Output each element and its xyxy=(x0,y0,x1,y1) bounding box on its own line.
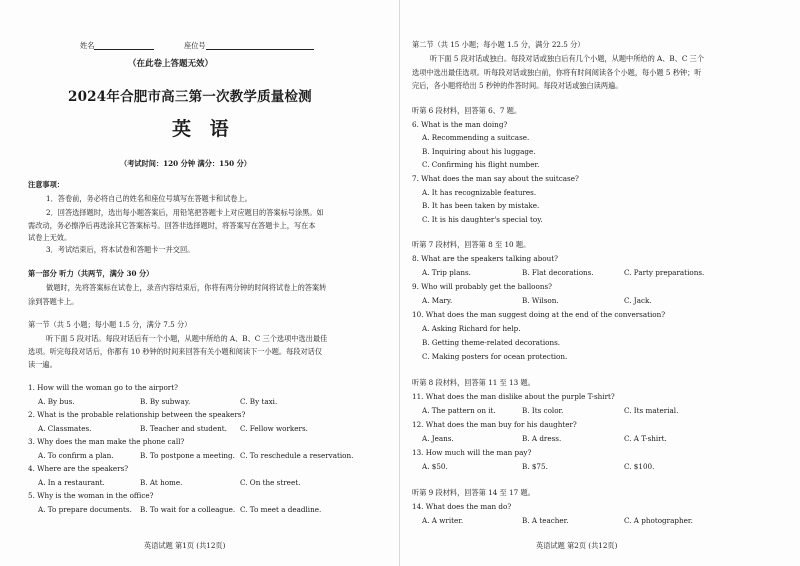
question-stem: 4. Where are the speakers? xyxy=(28,464,129,473)
notes-title: 注意事项： xyxy=(28,180,64,189)
option-b: B. $75. xyxy=(522,462,548,471)
seat-field xyxy=(184,40,314,50)
question-stem: 13. How much will the man pay? xyxy=(412,448,532,457)
question-stem: 8. What are the speakers talking about? xyxy=(412,254,559,263)
option-c: C. Making posters for ocean protection. xyxy=(422,352,568,361)
page-2 xyxy=(410,0,782,566)
question-stem: 3. Why does the man make the phone call? xyxy=(28,437,185,446)
section1-title: 第一节（共 5 小题；每小题 1.5 分，满分 7.5 分） xyxy=(28,320,192,329)
name-label: 姓名 xyxy=(80,41,95,50)
option-c: C. To meet a deadline. xyxy=(240,505,322,514)
option-c: C. $100. xyxy=(624,462,655,471)
option-a: A. The pattern on it. xyxy=(422,406,496,415)
section1-intro-line: 选项。听完每段对话后，你都有 10 秒钟的时间来回答有关小题和阅读下一小题。每段对话仅 xyxy=(28,347,323,356)
option-a: A. Trip plans. xyxy=(422,268,471,277)
option-a: A. To confirm a plan. xyxy=(38,451,114,460)
note-line: 3．考试结束后，将本试卷和答题卡一并交回。 xyxy=(46,245,195,254)
option-c: C. Jack. xyxy=(624,296,652,305)
time-score: （考试时间：120 分钟 满分：150 分） xyxy=(120,159,251,168)
part1-intro-line: 涂到答题卡上。 xyxy=(28,297,79,306)
section2-intro-line: 听下面 5 段对话或独白。每段对话或独白后有几个小题，从题中所给的 A、B、C 三个 xyxy=(430,54,705,63)
option-b: B. Teacher and student. xyxy=(140,424,227,433)
note-line: 需改动，务必擦净后再选涂其它答案标号。回答非选择题时，将答案写在答题卡上，写在本 xyxy=(28,221,316,230)
option-a: A. Mary. xyxy=(422,296,453,305)
question-stem: 5. Why is the woman in the office? xyxy=(28,491,154,500)
option-c: C. To reschedule a reservation. xyxy=(240,451,354,460)
section2-intro-line: 选项中选出最佳选项。听每段对话或独白前，你将有时间阅读各个小题，每小题 5 秒钟；听 xyxy=(412,68,702,77)
section2-intro-line: 完后，各小题将给出 5 秒钟的作答时间。每段对话或独白读两遍。 xyxy=(412,81,623,90)
option-a: A. Recommending a suitcase. xyxy=(422,133,530,142)
seat-label: 座位号 xyxy=(184,41,206,50)
part1-title: 第一部分 听力（共两节，满分 30 分） xyxy=(28,269,154,278)
option-a: A. Classmates. xyxy=(38,424,92,433)
section1-intro-line: 读一遍。 xyxy=(28,360,57,369)
option-c: C. A photographer. xyxy=(624,516,693,525)
material-heading: 听第 6 段材料，回答第 6、7 题。 xyxy=(412,106,522,115)
option-b: B. To postpone a meeting. xyxy=(140,451,235,460)
invalid-notice: （在此卷上答题无效） xyxy=(128,59,214,69)
option-b: B. It has been taken by mistake. xyxy=(422,201,540,210)
option-a: A. Jeans. xyxy=(422,434,454,443)
option-a: A. A writer. xyxy=(422,516,464,525)
seat-underline xyxy=(206,40,314,50)
section1-intro-line: 听下面 5 段对话。每段对话后有一个小题，从题中所给的 A、B、C 三个选项中选出最佳 xyxy=(46,334,328,343)
option-a: A. In a restaurant. xyxy=(38,478,105,487)
section2-title: 第二节（共 15 小题；每小题 1.5 分，满分 22.5 分） xyxy=(412,40,585,49)
material-heading: 听第 9 段材料，回答第 14 至 17 题。 xyxy=(412,488,535,497)
option-a: A. By bus. xyxy=(38,397,75,406)
option-c: C. Confirming his flight number. xyxy=(422,160,540,169)
option-a: A. Asking Richard for help. xyxy=(422,324,521,333)
subject-title: 英 语 xyxy=(172,118,235,140)
question-stem: 12. What does the man buy for his daughter? xyxy=(412,420,577,429)
name-field xyxy=(80,40,154,50)
option-c: C. A T-shirt. xyxy=(624,434,667,443)
option-b: B. A teacher. xyxy=(522,516,569,525)
note-line: 试卷上无效。 xyxy=(28,233,72,242)
option-c: C. Its material. xyxy=(624,406,679,415)
page-footer: 英语试题 第1页 (共12页) xyxy=(144,541,226,550)
question-stem: 1. How will the woman go to the airport? xyxy=(28,383,178,392)
option-b: B. A dress. xyxy=(522,434,562,443)
option-b: B. Wilson. xyxy=(522,296,559,305)
option-b: B. Its color. xyxy=(522,406,564,415)
option-c: C. Fellow workers. xyxy=(240,424,308,433)
question-stem: 14. What does the man do? xyxy=(412,502,512,511)
option-b: B. At home. xyxy=(140,478,183,487)
note-line: 1．答卷前，务必将自己的姓名和座位号填写在答题卡和试卷上。 xyxy=(46,194,252,203)
material-heading: 听第 8 段材料，回答第 11 至 13 题。 xyxy=(412,378,535,387)
question-stem: 10. What does the man suggest doing at the end of the conversation? xyxy=(412,310,666,319)
exam-title: 2024年合肥市高三第一次教学质量检测 xyxy=(68,89,312,105)
question-stem: 2. What is the probable relationship between the speakers? xyxy=(28,410,246,419)
page-footer: 英语试题 第2页 (共12页) xyxy=(536,541,618,550)
option-b: B. Inquiring about his luggage. xyxy=(422,147,536,156)
question-stem: 9. Who will probably get the balloons? xyxy=(412,282,552,291)
name-underline xyxy=(94,40,154,50)
note-line: 2．回答选择题时，选出每小题答案后，用铅笔把答题卡上对应题目的答案标号涂黑。如 xyxy=(46,208,324,217)
option-c: C. On the street. xyxy=(240,478,301,487)
question-stem: 6. What is the man doing? xyxy=(412,120,508,129)
page-fold-line xyxy=(399,0,400,566)
option-a: A. It has recognizable features. xyxy=(422,188,537,197)
option-a: A. To prepare documents. xyxy=(38,505,132,514)
option-b: B. By subway. xyxy=(140,397,191,406)
option-c: C. Party preparations. xyxy=(624,268,705,277)
option-c: C. It is his daughter's special toy. xyxy=(422,215,543,224)
question-stem: 11. What does the man dislike about the purple T-shirt? xyxy=(412,392,615,401)
material-heading: 听第 7 段材料，回答第 8 至 10 题。 xyxy=(412,240,531,249)
page-1 xyxy=(24,0,380,566)
option-b: B. To wait for a colleague. xyxy=(140,505,236,514)
option-c: C. By taxi. xyxy=(240,397,278,406)
question-stem: 7. What does the man say about the suitcase? xyxy=(412,174,579,183)
part1-intro-line: 做题时，先将答案标在试卷上，录音内容结束后，你将有两分钟的时间将试卷上的答案转 xyxy=(46,283,327,292)
option-a: A. $50. xyxy=(422,462,448,471)
option-b: B. Flat decorations. xyxy=(522,268,594,277)
option-b: B. Getting theme-related decorations. xyxy=(422,338,561,347)
